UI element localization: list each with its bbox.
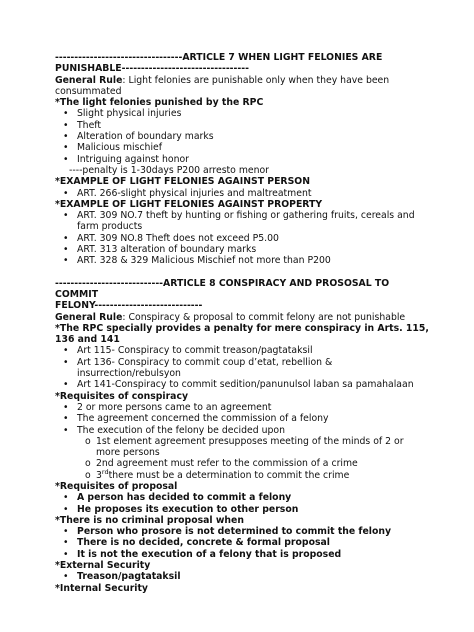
bullet-icon: • [63, 379, 69, 391]
list-item: • He proposes its execution to other person [63, 503, 299, 515]
general-rule-label: General Rule [55, 74, 123, 86]
internal-security-heading: *Internal Security [55, 582, 148, 594]
article8-heading-line1: ----------------------------ARTICLE 8 CONSPIRACY AND PROSOSAL TO COMMIT [55, 277, 390, 300]
bullet-icon: • [63, 537, 69, 549]
list-item: • Theft [63, 119, 102, 131]
bullet-icon: • [63, 571, 69, 583]
sub-list-item: o 1st element agreement presupposes meeting of the minds of 2 or more persons [85, 435, 404, 459]
article8-heading-line2: FELONY---------------------------- [55, 300, 203, 312]
no-proposal-list [55, 526, 430, 560]
bullet-icon: • [63, 356, 69, 368]
list-item: • The execution of the felony be decided upon [63, 424, 285, 436]
sub-list-item: o 3rdthere must be a determination to commit the crime [85, 467, 350, 481]
bullet-icon: • [63, 548, 69, 560]
list-item: • 2 or more persons came to an agreement [63, 401, 272, 413]
requisites-conspiracy-heading: *Requisites of conspiracy [55, 390, 189, 402]
person-list [55, 188, 430, 199]
bullet-icon: • [63, 526, 69, 538]
special-penalty-list [55, 345, 430, 390]
section-spacer [55, 267, 430, 278]
list-item: • Alteration of boundary marks [63, 131, 214, 143]
list-item: • There is no decided, concrete & formal proposal [63, 537, 330, 549]
bullet-icon: • [63, 108, 69, 120]
sub-list-item: o 2nd agreement must refer to the commission of a crime [85, 458, 358, 470]
bullet-icon: • [63, 401, 69, 413]
requisites-conspiracy-list [55, 402, 430, 481]
article7-heading-line1: ---------------------------------ARTICLE 7 WHEN LIGHT FELONIES ARE [55, 52, 383, 63]
general-rule-text: : Light felonies are punishable only when they have been consummated [55, 74, 390, 97]
bullet-icon: • [63, 492, 69, 504]
property-list [55, 210, 430, 266]
bullet-icon: • [63, 424, 69, 436]
external-security-heading: *External Security [55, 560, 151, 572]
bullet-icon: • [63, 142, 69, 154]
bullet-icon: • [63, 119, 69, 131]
list-item: • ART. 309 NO.7 theft by hunting or fishing or gathering fruits, cereals and farm products [63, 210, 415, 233]
no-proposal-heading: *There is no criminal proposal when [55, 514, 244, 526]
bullet-icon: • [63, 255, 69, 267]
person-heading: *EXAMPLE OF LIGHT FELONIES AGAINST PERSON [55, 176, 310, 188]
list-item: • ART. 266-slight physical injuries and maltreatment [63, 187, 312, 199]
list-item: • It is not the execution of a felony that is proposed [63, 548, 342, 560]
list-item: • Intriguing against honor [63, 153, 190, 165]
article7-heading-line2: PUNISHABLE--------------------------------- [55, 63, 249, 75]
list-item: • ART. 328 & 329 Malicious Mischief not more than P200 [63, 255, 331, 267]
bullet-icon: • [63, 413, 69, 425]
bullet-icon: • [63, 153, 69, 165]
list-item: • The agreement concerned the commission of a felony [63, 413, 329, 425]
list-item: • Person who prosore is not determined to commit the felony [63, 526, 392, 538]
general-rule-label: General Rule [55, 311, 123, 323]
punished-list [55, 108, 430, 164]
article7-general-rule [55, 75, 430, 98]
list-item: • Art 115- Conspiracy to commit treason/pagtataksil [63, 345, 313, 357]
list-item: • A person has decided to commit a felony [63, 492, 292, 504]
bullet-icon: • [63, 503, 69, 515]
circle-bullet-icon: o [85, 469, 91, 481]
penalty-note: ----penalty is 1-30days P200 arresto menor [69, 164, 270, 176]
special-penalty-heading: *The RPC specially provides a penalty for mere conspiracy in Arts. 115, 136 and 141 [55, 322, 429, 346]
bullet-icon: • [63, 345, 69, 357]
property-heading: *EXAMPLE OF LIGHT FELONIES AGAINST PROPERTY [55, 198, 323, 210]
list-item: • Treason/pagtataksil [63, 571, 181, 583]
bullet-icon: • [63, 187, 69, 199]
general-rule-text: : Conspiracy & proposal to commit felony are not punishable [122, 311, 406, 323]
external-security-list [55, 571, 430, 582]
list-item: • ART. 309 NO.8 Theft does not exceed P5.00 [63, 232, 279, 244]
bullet-icon: • [63, 210, 69, 222]
list-item: • Slight physical injuries [63, 108, 182, 120]
list-item: • Art 136- Conspiracy to commit coup d’etat, rebellion & insurrection/rebulsyon [63, 356, 333, 380]
bullet-icon: • [63, 232, 69, 244]
list-item: • ART. 313 alteration of boundary marks [63, 244, 257, 256]
list-item: • Malicious mischief [63, 142, 163, 154]
article8-general-rule [55, 312, 430, 323]
circle-bullet-icon: o [85, 435, 91, 447]
bullet-icon: • [63, 244, 69, 256]
list-item: • Art 141-Conspiracy to commit sedition/panunulsol laban sa pamahalaan [63, 379, 414, 391]
requisites-proposal-heading: *Requisites of proposal [55, 480, 178, 492]
punished-heading: *The light felonies punished by the RPC [55, 97, 264, 109]
requisites-proposal-list [55, 492, 430, 515]
document-page [55, 52, 430, 594]
bullet-icon: • [63, 131, 69, 143]
circle-bullet-icon: o [85, 458, 91, 470]
